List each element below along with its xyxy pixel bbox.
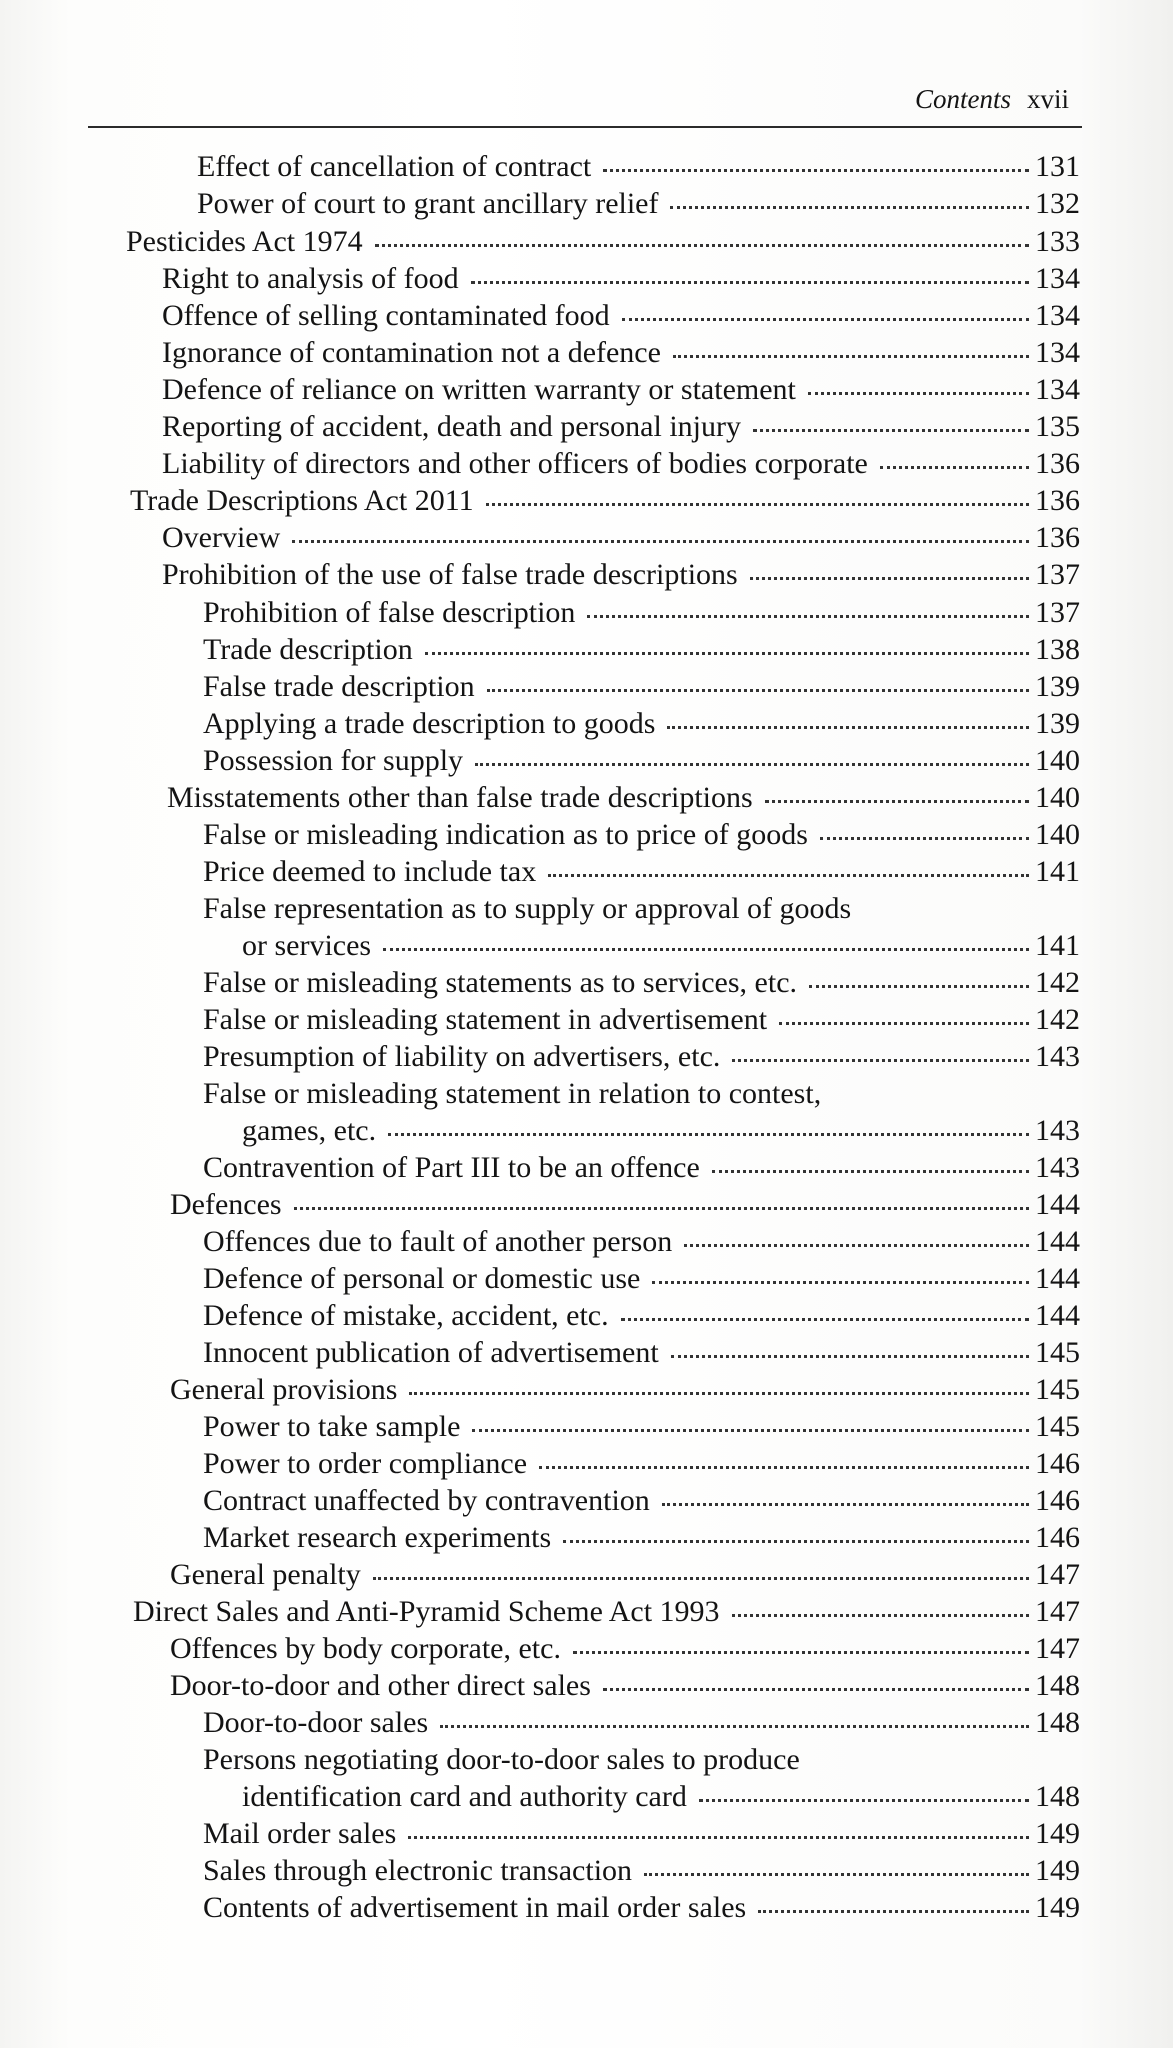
- dot-leader: [765, 800, 1029, 803]
- toc-entry-page-number: 134: [1035, 262, 1080, 295]
- toc-entry-title: Contents of advertisement in mail order sales: [203, 1891, 747, 1924]
- toc-entry: [203, 1002, 1080, 1038]
- toc-entry-page-number: 135: [1035, 410, 1080, 443]
- toc-entry-page-number: 144: [1035, 1225, 1080, 1258]
- dot-leader: [652, 1281, 1029, 1284]
- toc-entry: [197, 149, 1080, 185]
- toc-entry: [170, 1668, 1080, 1704]
- toc-entry-page-number: 137: [1035, 596, 1080, 629]
- toc-entry-title: Direct Sales and Anti-Pyramid Scheme Act 1993: [133, 1595, 720, 1628]
- toc-entry: [203, 817, 1080, 853]
- toc-entry-title: False or misleading indication as to price of goods: [203, 818, 808, 851]
- toc-entry-title: Offence of selling contaminated food: [162, 299, 610, 332]
- dot-leader: [732, 1614, 1029, 1617]
- toc-entry-page-number: 146: [1035, 1521, 1080, 1554]
- dot-leader: [732, 1059, 1029, 1062]
- toc-entry-title: Prohibition of the use of false trade descriptions: [162, 558, 738, 591]
- dot-leader: [644, 1873, 1029, 1876]
- toc-entry-title: Reporting of accident, death and personal injury: [162, 410, 741, 443]
- toc-entry-page-number: 142: [1035, 1003, 1080, 1036]
- toc-entry: [203, 595, 1080, 631]
- toc-entry-title: Door-to-door and other direct sales: [170, 1669, 591, 1702]
- toc-entry: [203, 1261, 1080, 1297]
- toc-entry-page-number: 149: [1035, 1854, 1080, 1887]
- toc-entry-title: identification card and authority card: [242, 1780, 687, 1813]
- toc-entry-page-number: 133: [1035, 225, 1080, 258]
- toc-entry-title: Defences: [170, 1188, 282, 1221]
- toc-entry-title: Power to take sample: [203, 1410, 461, 1443]
- toc-entry: [162, 557, 1080, 593]
- toc-entry-title: Possession for supply: [203, 744, 464, 777]
- dot-leader: [667, 726, 1029, 729]
- dot-leader: [294, 1207, 1029, 1210]
- running-header: [915, 84, 1069, 115]
- toc-entry-page-number: 136: [1035, 484, 1080, 517]
- toc-entry-title: Power to order compliance: [203, 1447, 528, 1480]
- toc-entry-title: Defence of personal or domestic use: [203, 1262, 641, 1295]
- toc-entry-title: Defence of reliance on written warranty or statement: [162, 373, 796, 406]
- running-header-title: Contents: [914, 84, 1011, 114]
- dot-leader: [563, 1540, 1029, 1543]
- toc-entry: [133, 1594, 1080, 1630]
- toc-entry-page-number: 134: [1035, 336, 1080, 369]
- dot-leader: [388, 1133, 1029, 1136]
- dot-leader: [408, 1836, 1029, 1839]
- toc-entry-title: False or misleading statement in relation to contest,: [203, 1077, 822, 1110]
- toc-entry: [162, 520, 1080, 556]
- toc-entry-title: games, etc.: [242, 1114, 377, 1147]
- toc-entry: [203, 1150, 1080, 1186]
- toc-entry-title: False or misleading statements as to services, etc.: [203, 966, 798, 999]
- toc-entry: [170, 1187, 1080, 1223]
- dot-leader: [880, 466, 1029, 469]
- dot-leader: [670, 206, 1029, 209]
- toc-entry-page-number: 149: [1035, 1817, 1080, 1850]
- toc-entry-page-number: 149: [1035, 1891, 1080, 1924]
- toc-entry-title: Contravention of Part III to be an offence: [203, 1151, 700, 1184]
- toc-entry-title: False trade description: [203, 670, 475, 703]
- toc-entry-title: Liability of directors and other officers of bodies corporate: [162, 447, 868, 480]
- dot-leader: [375, 244, 1029, 247]
- toc-entry-page-number: 138: [1035, 633, 1080, 666]
- toc-entry: [203, 1520, 1080, 1556]
- toc-entry: [203, 706, 1080, 742]
- dot-leader: [440, 1725, 1029, 1728]
- dot-leader: [809, 985, 1029, 988]
- dot-leader: [808, 392, 1029, 395]
- dot-leader: [475, 763, 1029, 766]
- dot-leader: [472, 1429, 1029, 1432]
- toc-entry-title: False representation as to supply or approval of goods: [203, 892, 852, 925]
- dot-leader: [548, 874, 1029, 877]
- dot-leader: [779, 1022, 1029, 1025]
- toc-entry: [203, 1816, 1080, 1852]
- toc-entry-title: Innocent publication of advertisement: [203, 1336, 659, 1369]
- toc-entry-page-number: 141: [1035, 855, 1080, 888]
- toc-entry: [203, 1039, 1080, 1075]
- toc-entry-title: Power of court to grant ancillary relief: [197, 187, 659, 220]
- dot-leader: [486, 503, 1029, 506]
- page-number: xvii: [1026, 84, 1069, 114]
- toc-entry: [162, 446, 1080, 482]
- toc-entry-title: Applying a trade description to goods: [203, 707, 656, 740]
- toc-entry: [203, 891, 1080, 927]
- toc-entry: [130, 483, 1080, 519]
- toc-entry: [203, 1890, 1080, 1926]
- toc-entry: [203, 1224, 1080, 1260]
- toc-entry-title: Offences by body corporate, etc.: [170, 1632, 561, 1665]
- toc-entry: [203, 632, 1080, 668]
- dot-leader: [673, 355, 1029, 358]
- toc-entry-page-number: 148: [1035, 1706, 1080, 1739]
- toc-entry: [162, 409, 1080, 445]
- toc-entry-page-number: 134: [1035, 373, 1080, 406]
- toc-entry-page-number: 147: [1035, 1595, 1080, 1628]
- toc-entry-title: Contract unaffected by contravention: [203, 1484, 650, 1517]
- dot-leader: [622, 318, 1029, 321]
- dot-leader: [662, 1503, 1029, 1506]
- toc-entry: [203, 1409, 1080, 1445]
- toc-entry: [203, 1076, 1080, 1112]
- toc-entry-title: Misstatements other than false trade descriptions: [167, 781, 753, 814]
- toc-entry-title: Prohibition of false description: [203, 596, 576, 629]
- toc-entry: [162, 298, 1080, 334]
- toc-entry-page-number: 145: [1035, 1410, 1080, 1443]
- toc-entry-title: Persons negotiating door-to-door sales to produce: [203, 1743, 800, 1776]
- toc-entry: [203, 1483, 1080, 1519]
- toc-entry: [203, 743, 1080, 779]
- toc-entry-page-number: 134: [1035, 299, 1080, 332]
- toc-entry-title: or services: [242, 929, 372, 962]
- dot-leader: [820, 837, 1029, 840]
- toc-entry-page-number: 147: [1035, 1558, 1080, 1591]
- toc-entry-page-number: 148: [1035, 1669, 1080, 1702]
- toc-entry: [203, 669, 1080, 705]
- dot-leader: [758, 1910, 1029, 1913]
- toc-entry: [170, 1557, 1080, 1593]
- toc-entry: [242, 1779, 1080, 1815]
- toc-entry-page-number: 143: [1035, 1040, 1080, 1073]
- toc-entry-page-number: 136: [1035, 521, 1080, 554]
- toc-entry: [203, 1335, 1080, 1371]
- toc-entry-page-number: 145: [1035, 1373, 1080, 1406]
- toc-entry: [242, 928, 1080, 964]
- dot-leader: [373, 1577, 1029, 1580]
- toc-entry-page-number: 144: [1035, 1299, 1080, 1332]
- toc-entry-page-number: 147: [1035, 1632, 1080, 1665]
- toc-entry-title: Sales through electronic transaction: [203, 1854, 633, 1887]
- toc-entry-page-number: 142: [1035, 966, 1080, 999]
- toc-entry-page-number: 137: [1035, 558, 1080, 591]
- header-rule: [88, 126, 1082, 128]
- toc-entry-page-number: 141: [1035, 929, 1080, 962]
- dot-leader: [684, 1244, 1029, 1247]
- toc-entry-title: Offences due to fault of another person: [203, 1225, 673, 1258]
- toc-entry-title: Overview: [162, 521, 281, 554]
- toc-entry: [203, 965, 1080, 1001]
- toc-entry-page-number: 145: [1035, 1336, 1080, 1369]
- toc-entry: [203, 854, 1080, 890]
- toc-entry-page-number: 139: [1035, 707, 1080, 740]
- toc-entry-page-number: 146: [1035, 1447, 1080, 1480]
- dot-leader: [750, 577, 1029, 580]
- toc-entry-title: General provisions: [170, 1373, 398, 1406]
- toc-entry-page-number: 139: [1035, 670, 1080, 703]
- toc-entry-page-number: 144: [1035, 1262, 1080, 1295]
- toc-entry-title: False or misleading statement in advertisement: [203, 1003, 768, 1036]
- toc-entry: [197, 186, 1080, 222]
- toc-entry-title: Presumption of liability on advertisers, etc.: [203, 1040, 721, 1073]
- toc-entry-title: Defence of mistake, accident, etc.: [203, 1299, 609, 1332]
- toc-entry-title: Ignorance of contamination not a defence: [162, 336, 661, 369]
- toc-entry-page-number: 144: [1035, 1188, 1080, 1221]
- dot-leader: [292, 540, 1029, 543]
- toc-entry: [162, 261, 1080, 297]
- toc-entry: [203, 1298, 1080, 1334]
- dot-leader: [409, 1392, 1029, 1395]
- toc-entry: [167, 780, 1080, 816]
- dot-leader: [712, 1170, 1029, 1173]
- dot-leader: [573, 1651, 1029, 1654]
- toc-entry: [203, 1705, 1080, 1741]
- toc-entry-title: General penalty: [170, 1558, 361, 1591]
- toc-entry-title: Market research experiments: [203, 1521, 552, 1554]
- toc-entry-page-number: 140: [1035, 744, 1080, 777]
- dot-leader: [603, 1688, 1029, 1691]
- dot-leader: [587, 615, 1029, 618]
- dot-leader: [603, 169, 1029, 172]
- dot-leader: [539, 1466, 1029, 1469]
- toc-entry-page-number: 140: [1035, 818, 1080, 851]
- toc-entry-title: Price deemed to include tax: [203, 855, 537, 888]
- toc-entry: [170, 1372, 1080, 1408]
- toc-entry-page-number: 136: [1035, 447, 1080, 480]
- dot-leader: [425, 652, 1029, 655]
- toc-entry: [162, 335, 1080, 371]
- dot-leader: [621, 1318, 1029, 1321]
- toc-entry-page-number: 140: [1035, 781, 1080, 814]
- toc-entry-page-number: 146: [1035, 1484, 1080, 1517]
- toc-entry-page-number: 132: [1035, 187, 1080, 220]
- dot-leader: [471, 281, 1029, 284]
- dot-leader: [487, 689, 1029, 692]
- dot-leader: [671, 1355, 1029, 1358]
- toc-entry-page-number: 148: [1035, 1780, 1080, 1813]
- toc-entry: [203, 1742, 1080, 1778]
- toc-entry-title: Trade Descriptions Act 2011: [130, 484, 474, 517]
- toc-entry: [203, 1853, 1080, 1889]
- toc-entry: [203, 1446, 1080, 1482]
- toc-entry-page-number: 143: [1035, 1114, 1080, 1147]
- toc-entry: [126, 224, 1080, 260]
- dot-leader: [383, 948, 1029, 951]
- toc-entry-title: Mail order sales: [203, 1817, 397, 1850]
- toc-entry-title: Effect of cancellation of contract: [197, 150, 592, 183]
- toc-entry-page-number: 143: [1035, 1151, 1080, 1184]
- toc-entry-title: Right to analysis of food: [162, 262, 459, 295]
- toc-entry-title: Pesticides Act 1974: [126, 225, 363, 258]
- toc-entry: [162, 372, 1080, 408]
- toc-entry-page-number: 131: [1035, 150, 1080, 183]
- toc-entry-title: Door-to-door sales: [203, 1706, 429, 1739]
- toc-entry: [242, 1113, 1080, 1149]
- dot-leader: [699, 1799, 1029, 1802]
- toc-entry-title: Trade description: [203, 633, 413, 666]
- toc-entry: [170, 1631, 1080, 1667]
- dot-leader: [753, 429, 1029, 432]
